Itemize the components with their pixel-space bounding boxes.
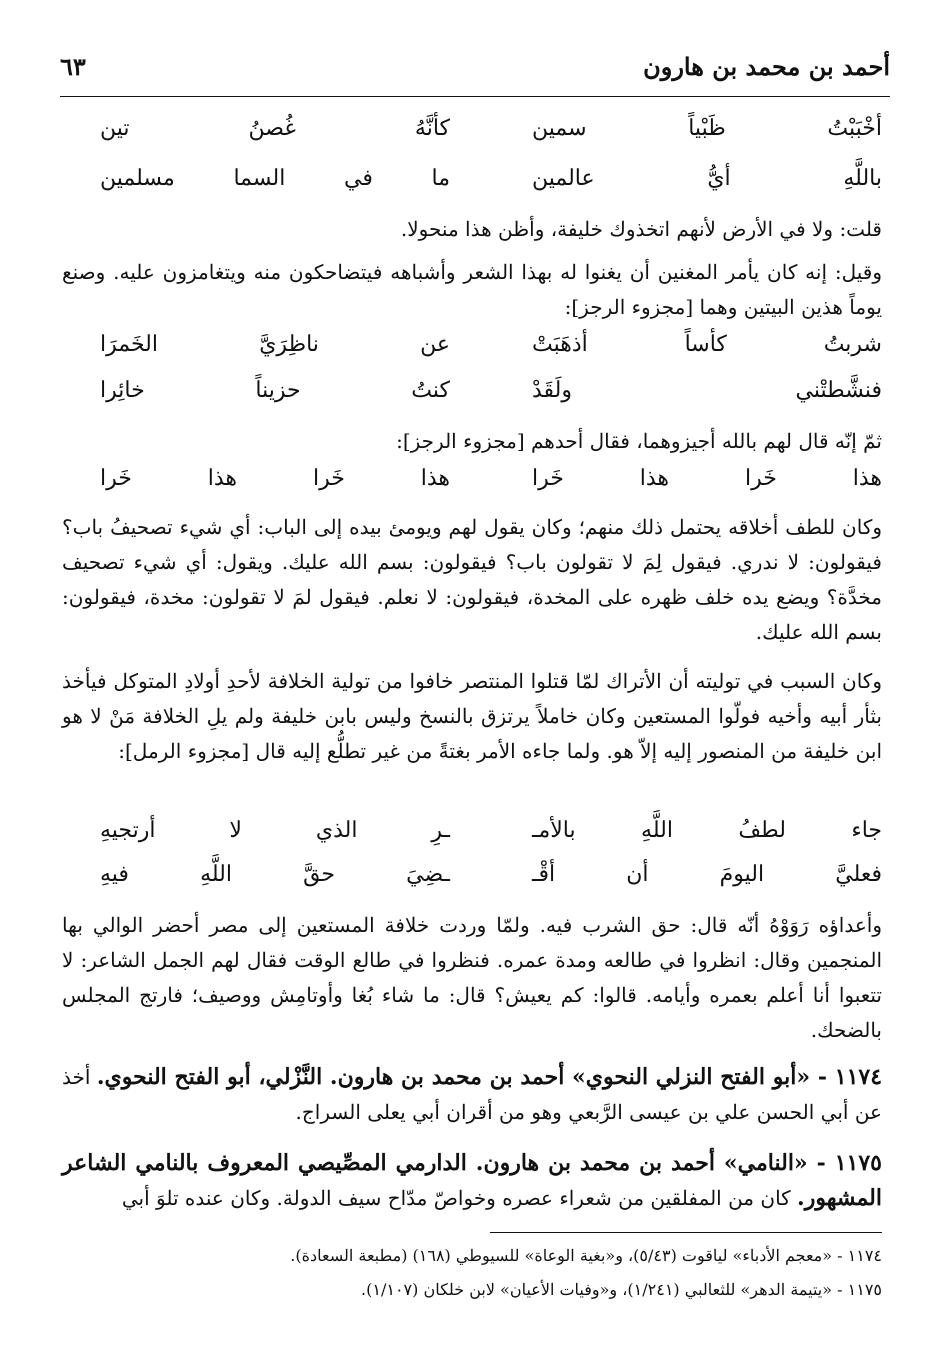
header-rule	[60, 96, 890, 97]
verse-line	[100, 166, 882, 204]
footnote: ١١٧٤ - «معجم الأدباء» لياقوت (٥/٤٣)، و«بغية الوعاة» للسيوطي (١٦٨) (مطبعة السعادة).	[290, 1246, 882, 1265]
paragraph: قلت: ولا في الأرض لأنهم اتخذوك خليفة، وأظن هذا منحولا.	[400, 217, 882, 241]
verse-first-hemistich: أخْبَبْتُ ظَبْياً سمين	[532, 116, 882, 141]
verse-second-hemistich: هذا خَرا هذا خَرا	[100, 466, 450, 491]
biographical-entry	[62, 1060, 882, 1130]
entry-heading: ١١٧٥ - «النامي» أحمد بن محمد بن هارون. الدارمي المصِّيصي المعروف بالنامي الشاعر المشهور.	[62, 1150, 882, 1211]
paragraph: وقيل: إنه كان يأمر المغنين أن يغنوا له بهذا الشعر وأشباهه فيتضاحكون منه ويتغامزون عليه. وصنع يوماً هذين البيتين وهما [مجزوء الرجز]:	[62, 260, 882, 319]
verse-line	[100, 818, 882, 856]
verse-second-hemistich: كنتُ حزيناً خائِرا	[100, 378, 450, 403]
verse-line	[100, 862, 882, 900]
running-title: أحمد بن محمد بن هارون	[643, 52, 890, 81]
verse-first-hemistich: فنشَّطتْني ولَقَدْ	[532, 378, 882, 403]
entry-heading: ١١٧٤ - «أبو الفتح النزلي النحوي» أحمد بن محمد بن هارون. النَّزْلي، أبو الفتح النحوي.	[96, 1064, 883, 1090]
verse-second-hemistich: ـرِ الذي لا أرتجيهِ	[100, 818, 450, 843]
verse-first-hemistich: باللَّهِ أيُّ عالمين	[532, 166, 882, 191]
paragraph: وكان السبب في توليته أن الأتراك لمّا قتلوا المنتصر خافوا من تولية الخلافة لأحدِ أولادِ المتوكل فيأخذ بثأر أبيه وأخيه فولّوا المستعين وكان خاملاً يرتزق بالنسخ وليس بابن خليفة ولم يلِ الخلافة مَنْ لا هو ابن خليفة من المنصور إليه إلاّ هو. ولما جاءه الأمر بغتةً من غير تطلُّع إليه قال [مجزوء الرمل]:	[62, 669, 882, 763]
verse-first-hemistich: شربتُ كأساً أذهَبَتْ	[532, 332, 882, 357]
paragraph: ثمّ إنّه قال لهم بالله أجيزوهما، فقال أحدهم [مجزوء الرجز]:	[396, 429, 882, 453]
verse-second-hemistich: عن ناظِرَيَّ الخَمرَا	[100, 332, 450, 357]
verse-line	[100, 378, 882, 416]
footnote: ١١٧٥ - «يتيمة الدهر» للثعالبي (١/٢٤١)، و«وفيات الأعيان» لابن خلكان (١/١٠٧).	[361, 1280, 882, 1299]
entry-body: أخذ عن أبي الحسن علي بن عيسى الرَّبعي وهو من أقران أبي يعلى السراج.	[62, 1065, 882, 1124]
verse-line	[100, 332, 882, 370]
paragraph: وكان للطف أخلاقه يحتمل ذلك منهم؛ وكان يقول لهم ويومئ بيده إلى الباب: أي شيء تصحيفُ باب؟ فيقولون: لا ندري. فيقول لِمَ لا تقولون باب؟ فيقولون: بسم الله عليك. ويقول: أي شيء تصحيف مخدَّة؟ ويضع يده خلف ظهره على المخدة، فيقولون: لا نعلم. فيقول لمَ لا تقولون: مخدة، فيقولون: بسم الله عليك.	[62, 515, 882, 644]
verse-first-hemistich: هذا خَرا هذا خَرا	[532, 466, 882, 491]
verse-line	[100, 466, 882, 504]
verse-second-hemistich: ما في السما مسلمين	[100, 166, 450, 191]
biographical-entry	[62, 1146, 882, 1216]
verse-second-hemistich: كأنَّهُ غُصنُ تين	[100, 116, 450, 141]
verse-second-hemistich: ـضِيَ حقَّ اللَّهِ فيهِ	[100, 862, 450, 887]
entry-body: كان من المفلقين من شعراء عصره وخواصّ مدّاح سيف الدولة. وكان عنده تلوَ أبي	[121, 1186, 791, 1210]
page-header	[60, 52, 890, 88]
verse-line	[100, 116, 882, 154]
paragraph: وأعداؤه رَوَوْهُ أنّه قال: حق الشرب فيه. ولمّا وردت خلافة المستعين إلى مصر أحضر الوالي بها المنجمين وقال: انظروا في طالعه ومدة عمره. فنظروا في طالع الوقت فقال لهم الجمل الشاعر: لا تتعبوا أنا أعلم بعمره وأيامه. قالوا: كم يعيش؟ قال: ما شاء بُغا وأوتامِش ووصيف؛ فارتج المجلس بالضحك.	[62, 913, 882, 1042]
verse-first-hemistich: فعليَّ اليومَ أن أقْـ	[532, 862, 882, 887]
footnote-rule	[490, 1232, 882, 1233]
page-number: ٦٣	[60, 52, 86, 81]
verse-first-hemistich: جاء لطفُ اللَّهِ بالأمـ	[532, 818, 882, 843]
